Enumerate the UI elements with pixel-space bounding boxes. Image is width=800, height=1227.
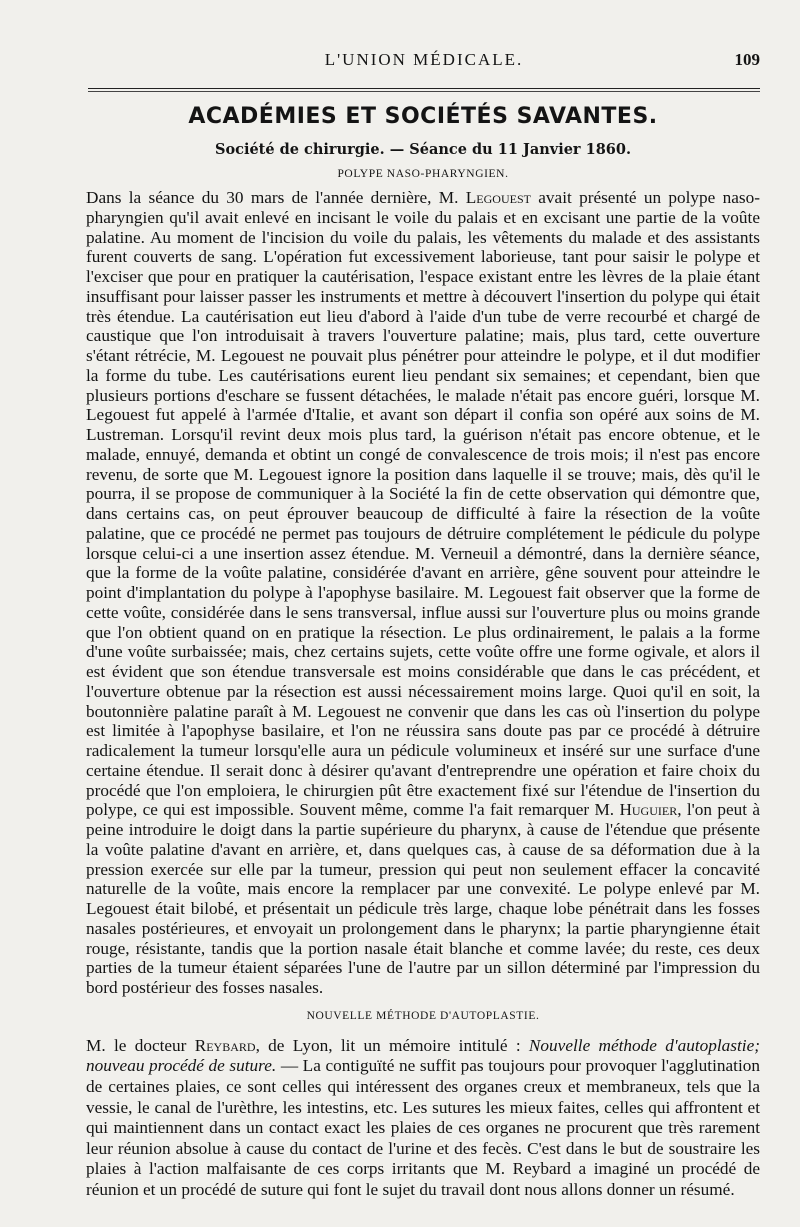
after-name-text: , de Lyon, lit un mémoire intitulé : bbox=[255, 1035, 529, 1055]
body-text-end: , l'on peut à peine introduire le doigt dans la partie supérieure du pharynx, à cause de l'étendue que présente la voûte palatine d'avant en arrière, et, dans quelques cas, à cause de sa déformation due à la pression exercée sur elle par la tumeur, pression qui peut non seulement effacer la concavité naturelle de la voûte, mais encore la remplacer par une convexité. Le polype enlevé par M. Legouest était bilobé, et présentait un pédicule très large, chaque lobe pénétrait dans les fosses nasales postérieures, et envoyait un prolongement dans le pharynx; la partie pharyngienne était rouge, résistante, tandis que la portion nasale était blanche et comme lavée; du reste, ces deux parties de la tumeur étaient séparées l'une de l'autre par un sillon déterminé par l'impression du bord postérieur des fosses nasales. bbox=[86, 800, 760, 997]
page-header bbox=[88, 50, 760, 80]
body-text-start: Dans la séance du 30 mars de l'année dernière, M. bbox=[86, 188, 466, 207]
session-title: Société de chirurgie. — Séance du 11 Janvier 1860. bbox=[214, 141, 632, 158]
running-title: L'UNION MÉDICALE. bbox=[324, 50, 524, 69]
article-heading-autoplastie: NOUVELLE MÉTHODE D'AUTOPLASTIE. bbox=[306, 1009, 540, 1022]
author-name-huguier: Huguier bbox=[619, 800, 678, 820]
page-content bbox=[86, 104, 760, 1201]
body-text-main: avait présenté un polype naso-pharyngien qu'il avait enlevé en incisant le voile du palais et en excisant une partie de la voûte palatine. Au moment de l'incision du voile du palais, les vêtements du malade et des assistants furent couverts de sang. L'opération fut excessivement laborieuse, tant pour saisir le polype et l'exciser que pour en pratiquer la cautérisation, l'espace existant entre les lèvres de la plaie étant insuffisant pour laisser passer les instruments et mettre à découvert l'insertion du polype qui était très étendue. La cautérisation eut lieu d'abord à l'aide d'un tube de verre recourbé et chargé de caustique que l'on introduisait à travers l'ouverture palatine; mais, plus tard, cette ouverture s'étant rétrécie, M. Legouest ne pouvait plus pénétrer pour atteindre le polype, et il dut modifier la forme du tube. Les cautérisations eurent lieu pendant six semaines; et cependant, bien que plusieurs portions d'eschare se fussent détachées, le malade n'était pas encore guéri, lorsque M. Legouest fut appelé à l'armée d'Italie, et avant son départ il confia son opéré aux soins de M. Lustreman. Lorsqu'il revint deux mois plus tard, la guérison n'était pas encore obtenue, et le malade, ennuyé, demanda et obtint un congé de convalescence de trois mois; il n'est pas encore revenu, de sorte que M. Legouest ignore la position dans laquelle il se trouve; mais, dès qu'il le pourra, il se propose de communiquer à la Société la fin de cette observation qui démontre que, dans certains cas, on peut éprouver beaucoup de difficulté à faire la résection de la voûte palatine, que ce procédé ne permet pas toujours de détruire complétement le pédicule du polype lorsque celui-ci a une insertion assez étendue. M. Verneuil a démontré, dans la dernière séance, que la forme de la voûte palatine, considérée d'avant en arrière, gêne souvent pour atteindre le point d'implantation du polype à l'apophyse basilaire. M. Legouest fait observer que la forme de cette voûte, considérée dans le sens transversal, influe aussi sur l'ouverture plus ou moins grande que l'on obtient quand on en pratique la résection. Le plus ordinairement, le palais a la forme d'une voûte surbaissée; mais, chez certains sujets, cette voûte offre une forme ogivale, et alors il est évident que son étendue transversale est moins considérable que dans le cas précédent, et l'ouverture obtenue par la résection est aussi nécessairement moins large. Quoi qu'il en soit, la boutonnière palatine paraît à M. Legouest ne convenir que dans les cas où l'insertion du polype est limitée à l'apophyse basilaire, et l'on ne réussira sans doute pas par ce procédé à détruire radicalement la tumeur lorsqu'elle aura un pédicule volumineux et inséré sur une surface d'une certaine étendue. Il serait donc à désirer qu'avant d'entreprendre une opération et faire choix du procédé que l'on emploiera, le chirurgien pût être exactement fixé sur l'étendue de l'insertion du polype, ce qui est impossible. Souvent même, comme l'a fait remarquer M. bbox=[86, 188, 760, 820]
article-body-polype bbox=[86, 188, 760, 998]
author-name-legouest: Legouest bbox=[465, 188, 531, 207]
memoir-title: Nouvelle méthode d'autoplastie; nouveau procédé de suture. bbox=[86, 1035, 760, 1076]
section-title: ACADÉMIES ET SOCIÉTÉS SAVANTES. bbox=[188, 104, 658, 129]
intro-text: M. le docteur bbox=[86, 1035, 195, 1055]
page-number: 109 bbox=[734, 50, 760, 69]
header-rule bbox=[88, 88, 760, 89]
article2-text: — La contiguïté ne suffit pas toujours pour provoquer l'agglutination de certaines plaies, ce sont celles qui intéressent des organes creux et membraneux, tels que la vessie, le canal de l'urèthre, les intestins, etc. Les sutures les mieux faites, celles qui affrontent et qui maintiennent dans un contact exact les plaies de ces organes ne procurent que très rarement leur réunion absolue à cause du contact de l'urine et des fecès. C'est dans le but de soustraire les plaies à l'action malfaisante de ces corps irritants que M. Reybard a imaginé un procédé de réunion et un procédé de suture qui font le sujet du travail dont nous allons donner un résumé. bbox=[86, 1056, 760, 1199]
article-body-autoplastie bbox=[86, 1036, 760, 1201]
article-heading-polype: POLYPE NASO-PHARYNGIEN. bbox=[337, 168, 509, 180]
author-name-reybard: Reybard bbox=[194, 1035, 256, 1055]
header-rule-secondary bbox=[88, 91, 760, 92]
